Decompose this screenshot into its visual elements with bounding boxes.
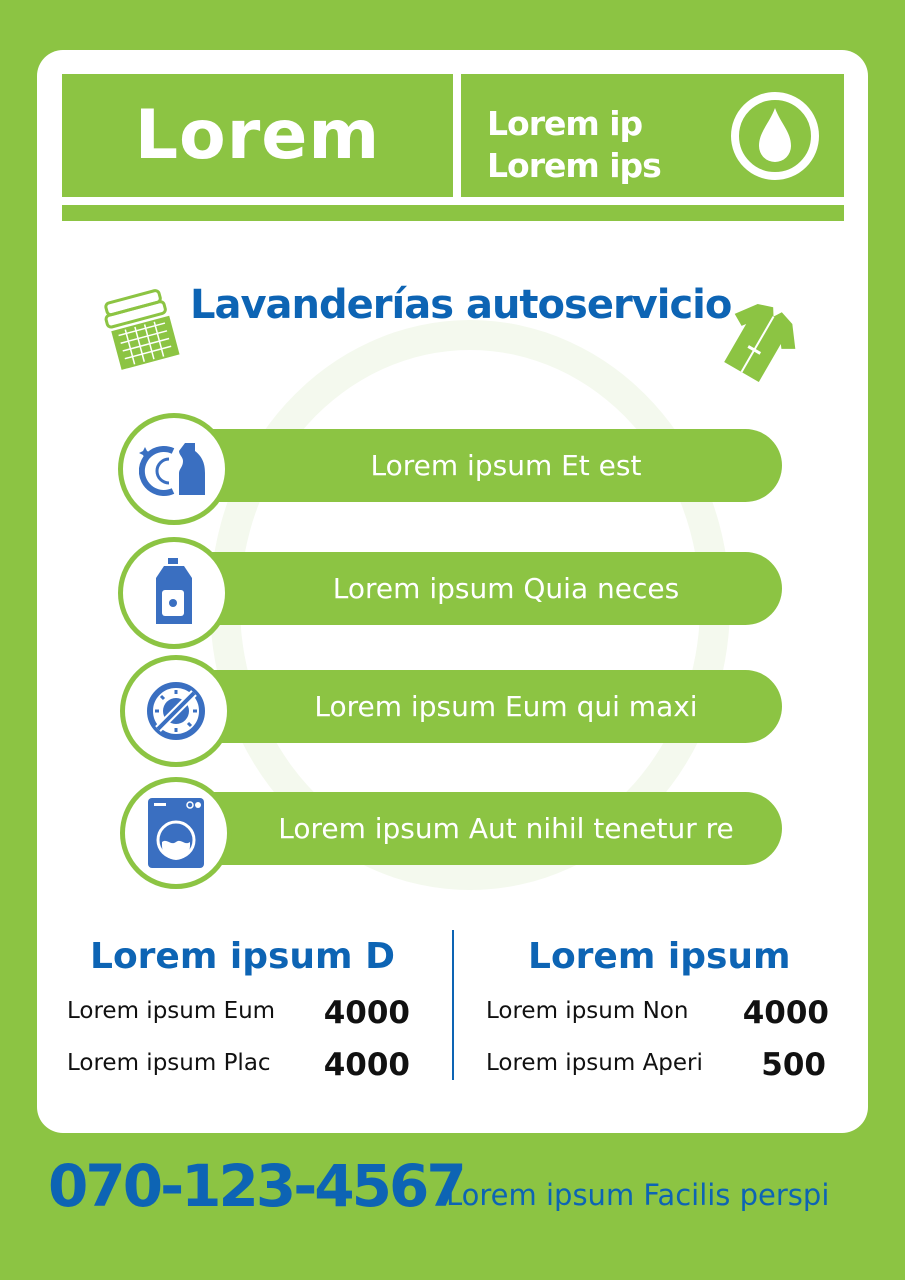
- price-label: Lorem ipsum Plac: [67, 1050, 271, 1076]
- price-value: 4000: [323, 1047, 410, 1083]
- price-label: Lorem ipsum Non: [486, 998, 689, 1024]
- price-label: Lorem ipsum Aperi: [486, 1050, 703, 1076]
- service-item: Lorem ipsum Quia neces: [190, 552, 782, 625]
- laundry-basket-icon: [98, 285, 188, 375]
- header-divider-bar: [62, 205, 844, 221]
- phone-number: 070-123-4567: [48, 1152, 464, 1220]
- price-value: 500: [761, 1047, 826, 1083]
- footer-tagline: Lorem ipsum Facilis perspi: [446, 1178, 830, 1212]
- detergent-bottle-icon: [154, 558, 194, 628]
- header-subtitle-box: [461, 74, 844, 197]
- no-germs-icon: [145, 680, 207, 742]
- brand-title: Lorem: [62, 74, 453, 197]
- page-title: Lavanderías autoservicio: [190, 282, 732, 328]
- shirt-icon: [715, 295, 805, 385]
- price-value: 4000: [742, 995, 829, 1031]
- washing-machine-icon: [148, 798, 204, 868]
- price-heading-right: Lorem ipsum: [528, 936, 791, 977]
- service-item: Lorem ipsum Eum qui maxi: [190, 670, 782, 743]
- column-divider: [452, 930, 454, 1080]
- price-heading-left: Lorem ipsum D: [90, 936, 395, 977]
- water-drop-icon: [729, 90, 821, 182]
- service-item: Lorem ipsum Aut nihil tenetur re: [190, 792, 782, 865]
- price-value: 4000: [323, 995, 410, 1031]
- dish-soap-icon: [139, 439, 209, 499]
- price-label: Lorem ipsum Eum: [67, 998, 276, 1024]
- service-item: Lorem ipsum Et est: [190, 429, 782, 502]
- header-line-2: Lorem ips: [487, 146, 661, 185]
- header-line-1: Lorem ip: [487, 104, 643, 143]
